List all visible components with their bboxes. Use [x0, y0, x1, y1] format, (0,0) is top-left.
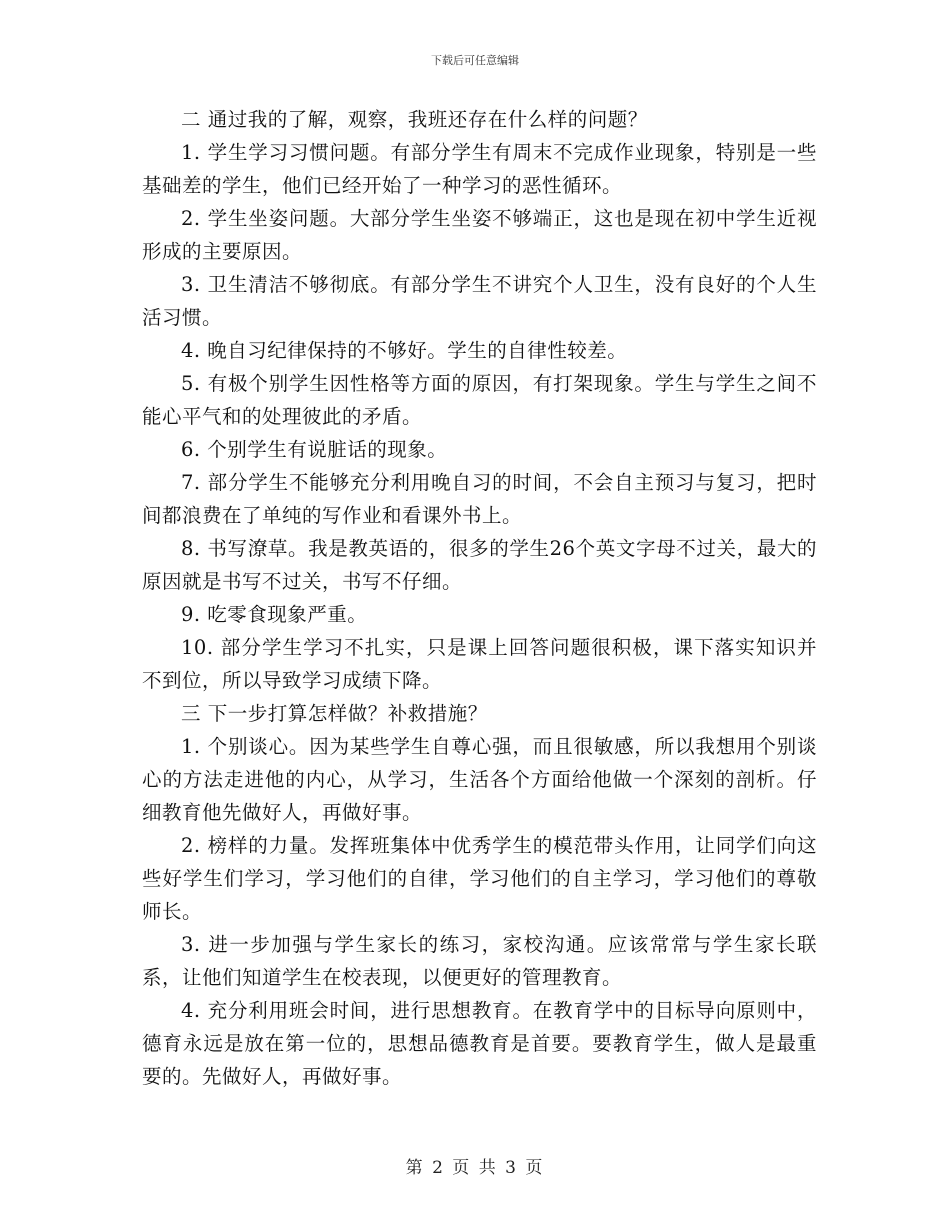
- page-number-footer: 第 2 页 共 3 页: [405, 1158, 545, 1178]
- problem-item-6: 6. 个别学生有说脏话的现象。: [181, 438, 448, 461]
- problem-item-10: 10. 部分学生学习不扎实，只是课上回答问题很积极，课下落实知识并不到位，所以导致学习成绩下降。: [142, 636, 817, 692]
- measure-item-3: 3. 进一步加强与学生家长的练习，家校沟通。应该常常与学生家长联系，让他们知道学生在校表现，以便更好的管理教育。: [142, 933, 817, 989]
- measure-item-2: 2. 榜样的力量。发挥班集体中优秀学生的模范带头作用，让同学们向这些好学生们学习，学习他们的自律，学习他们的自主学习，学习他们的尊敬师长。: [142, 834, 817, 923]
- problem-item-5: 5. 有极个别学生因性格等方面的原因，有打架现象。学生与学生之间不能心平气和的处理彼此的矛盾。: [142, 372, 817, 428]
- problem-item-1: 1. 学生学习习惯问题。有部分学生有周末不完成作业现象，特别是一些基础差的学生，他们已经开始了一种学习的恶性循环。: [142, 141, 817, 197]
- problem-item-9: 9. 吃零食现象严重。: [181, 603, 368, 626]
- measure-item-4: 4. 充分利用班会时间，进行思想教育。在教育学中的目标导向原则中，德育永远是放在第一位的，思想品德教育是首要。要教育学生，做人是最重要的。先做好人，再做好事。: [142, 999, 817, 1088]
- document-body: [142, 103, 817, 1093]
- problem-item-2: 2. 学生坐姿问题。大部分学生坐姿不够端正，这也是现在初中学生近视形成的主要原因。: [142, 207, 817, 263]
- problem-item-3: 3. 卫生清洁不够彻底。有部分学生不讲究个人卫生，没有良好的个人生活习惯。: [142, 273, 817, 329]
- problem-item-8: 8. 书写潦草。我是教英语的，很多的学生26个英文字母不过关，最大的原因就是书写不过关，书写不仔细。: [142, 537, 817, 593]
- section-heading-problems: 二 通过我的了解，观察，我班还存在什么样的问题？: [181, 108, 648, 131]
- page-header: 下载后可任意编辑: [431, 54, 519, 67]
- section-heading-measures: 三 下一步打算怎样做？补救措施？: [181, 702, 488, 725]
- problem-item-7: 7. 部分学生不能够充分利用晚自习的时间，不会自主预习与复习，把时间都浪费在了单纯的写作业和看课外书上。: [142, 471, 817, 527]
- measure-item-1: 1. 个别谈心。因为某些学生自尊心强，而且很敏感，所以我想用个别谈心的方法走进他的内心，从学习，生活各个方面给他做一个深刻的剖析。仔细教育他先做好人，再做好事。: [142, 735, 817, 824]
- problem-item-4: 4. 晚自习纪律保持的不够好。学生的自律性较差。: [181, 339, 628, 362]
